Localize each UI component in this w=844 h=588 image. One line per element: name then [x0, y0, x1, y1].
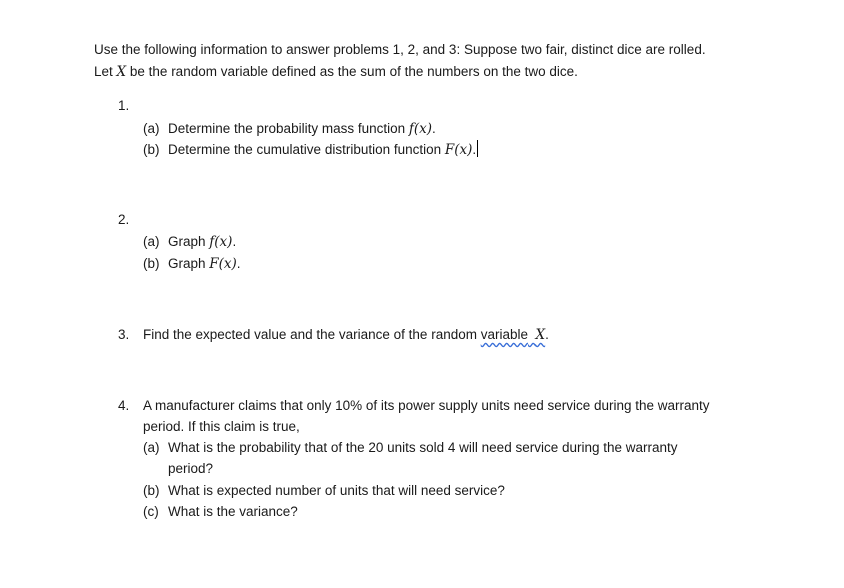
problem-2a — [143, 232, 160, 252]
problem-4a-label: (a) — [143, 440, 160, 455]
problem-4-text-2: period. If this claim is true, — [143, 419, 300, 434]
problem-3-underlined — [481, 327, 545, 342]
problem-4-line-1 — [143, 396, 710, 416]
problem-4b-label: (b) — [143, 483, 160, 498]
problem-3-num: 3. — [118, 327, 130, 342]
problem-3-number — [118, 325, 129, 345]
problem-4a-text-1: What is the probability that of the 20 units sold 4 will need service during the warranty — [168, 440, 678, 455]
problem-4a — [143, 438, 160, 458]
problem-2b — [143, 254, 160, 274]
problem-1a-body — [168, 119, 436, 139]
problem-4a-body-1 — [168, 438, 678, 458]
intro-text-1: Use the following information to answer problems 1, 2, and 3: Suppose two fair, distinct dice are rolled. — [94, 42, 706, 57]
problem-2b-body — [168, 254, 241, 274]
problem-3-underlined-word: variable — [480, 327, 528, 342]
problem-4b-body — [168, 481, 505, 501]
problem-3-body — [143, 325, 549, 345]
problem-2-num: 2. — [118, 212, 130, 227]
intro-text-2b: be the random variable defined as the sum of the numbers on the two dice. — [126, 64, 578, 79]
problem-4b — [143, 481, 160, 501]
problem-2b-label: (b) — [143, 256, 160, 271]
problem-4c-label: (c) — [143, 504, 159, 519]
problem-1a-label: (a) — [143, 121, 160, 136]
intro-text-2a: Let — [94, 64, 117, 79]
problem-1a-math: f(x) — [408, 121, 433, 137]
text-cursor — [477, 140, 478, 157]
problem-4b-text: What is expected number of units that will need service? — [168, 483, 505, 498]
problem-1-num: 1. — [118, 98, 130, 113]
problem-3-math: X — [535, 327, 546, 343]
problem-2b-math: F(x) — [209, 256, 237, 272]
problem-1b-label: (b) — [143, 142, 160, 157]
problem-4-number — [118, 396, 129, 416]
problem-2a-label: (a) — [143, 234, 160, 249]
problem-3-end: . — [545, 327, 549, 342]
problem-4c-text: What is the variance? — [168, 504, 298, 519]
problem-4-num: 4. — [118, 398, 130, 413]
problem-2a-text: Graph — [168, 234, 210, 249]
problem-2a-body — [168, 232, 236, 252]
problem-4a-body-2 — [168, 459, 213, 479]
problem-1a-end: . — [432, 121, 436, 136]
problem-2b-text: Graph — [168, 256, 210, 271]
problem-1b-end: . — [472, 142, 477, 157]
problem-4c — [143, 502, 159, 522]
problem-1b-body[interactable] — [168, 140, 478, 160]
problem-1b-text: Determine the cumulative distribution function — [168, 142, 445, 157]
problem-2-number — [118, 210, 129, 230]
intro-var-x: X — [116, 64, 127, 80]
problem-2a-math: f(x) — [209, 234, 233, 250]
problem-2a-end: . — [232, 234, 237, 249]
problem-2b-end: . — [236, 256, 241, 271]
problem-1-number — [118, 96, 129, 116]
problem-4-text-1: A manufacturer claims that only 10% of its power supply units need service during the warranty — [143, 398, 710, 413]
problem-1a — [143, 119, 160, 139]
problem-1a-text: Determine the probability mass function — [168, 121, 409, 136]
problem-1b — [143, 140, 160, 160]
intro-line-1 — [94, 40, 706, 60]
intro-line-2 — [94, 62, 578, 82]
problem-3-text: Find the expected value and the variance of the random — [143, 327, 481, 342]
problem-4a-text-2: period? — [168, 461, 214, 476]
problem-1b-math: F(x) — [444, 142, 473, 158]
problem-4c-body — [168, 502, 298, 522]
problem-4-line-2 — [143, 417, 300, 437]
